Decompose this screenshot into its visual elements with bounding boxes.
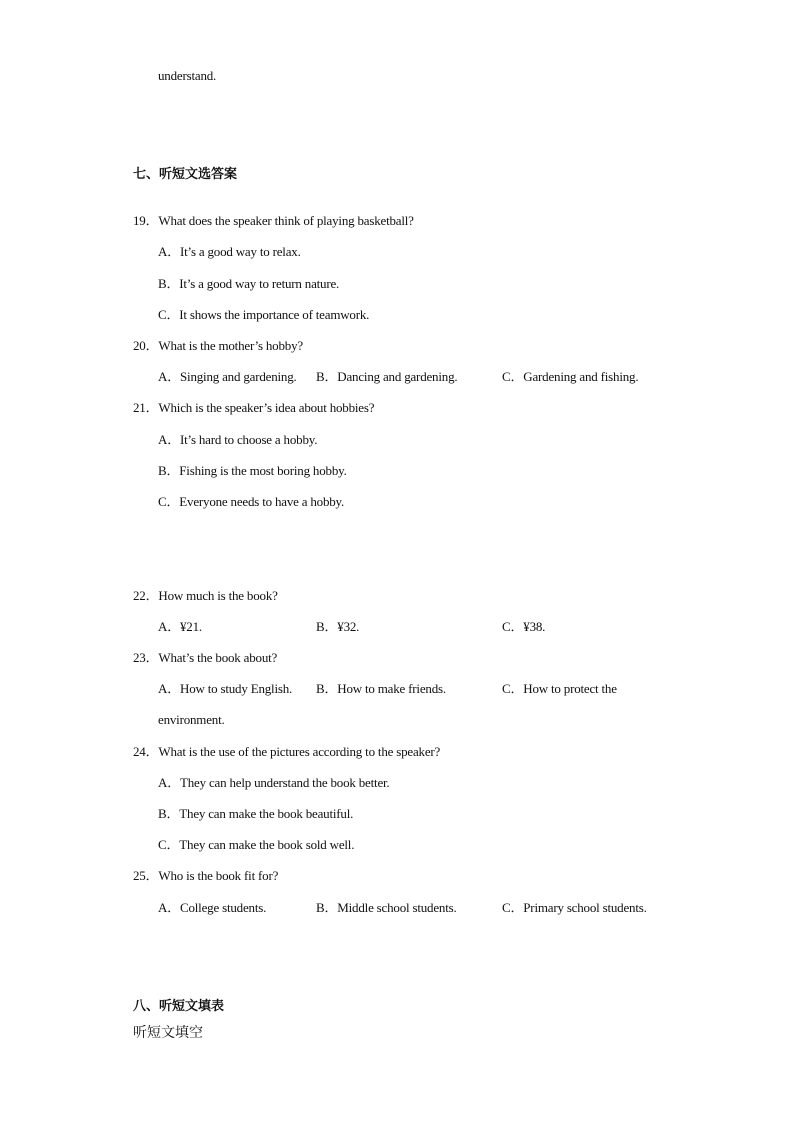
q21-option-a[interactable]: [158, 432, 317, 448]
q22-option-a[interactable]: [158, 619, 202, 635]
question-number: 20．: [133, 338, 159, 353]
option-text: It’s a good way to relax.: [180, 244, 301, 259]
option-text: Gardening and fishing.: [523, 369, 639, 384]
question-number: 22．: [133, 588, 159, 603]
option-text: It’s a good way to return nature.: [179, 276, 340, 291]
option-letter: C．: [158, 307, 180, 322]
q20-option-c[interactable]: [502, 369, 638, 385]
q20-option-a[interactable]: [158, 369, 297, 385]
question-number: 21．: [133, 400, 159, 415]
q19-option-a[interactable]: [158, 244, 301, 260]
option-letter: C．: [502, 619, 524, 634]
q23-option-b[interactable]: [316, 681, 446, 697]
question-22: [133, 588, 278, 604]
q20-option-b[interactable]: [316, 369, 457, 385]
option-text: Primary school students.: [523, 900, 647, 915]
question-24: [133, 744, 440, 760]
option-letter: A．: [158, 900, 180, 915]
option-letter: B．: [316, 900, 338, 915]
option-text: How to protect the: [523, 681, 617, 696]
option-letter: C．: [502, 900, 524, 915]
q23-option-c-continuation: environment.: [158, 712, 225, 727]
option-text: ¥21.: [180, 619, 202, 634]
question-number: 25．: [133, 868, 159, 883]
option-letter: A．: [158, 369, 180, 384]
previous-text-tail: understand.: [158, 68, 217, 83]
option-letter: B．: [158, 276, 180, 291]
option-text: They can make the book beautiful.: [179, 806, 354, 821]
option-letter: B．: [158, 806, 180, 821]
section-7-title: 七、听短文选答案: [133, 167, 238, 182]
option-text: Middle school students.: [337, 900, 457, 915]
q22-option-b[interactable]: [316, 619, 359, 635]
option-text: It shows the importance of teamwork.: [179, 307, 370, 322]
option-letter: B．: [158, 463, 180, 478]
option-letter: B．: [316, 369, 338, 384]
option-text: Singing and gardening.: [180, 369, 297, 384]
question-text: What’s the book about?: [158, 650, 278, 665]
question-number: 23．: [133, 650, 159, 665]
option-letter: A．: [158, 775, 180, 790]
option-letter: A．: [158, 619, 180, 634]
option-text: Fishing is the most boring hobby.: [179, 463, 347, 478]
option-letter: C．: [502, 681, 524, 696]
option-letter: A．: [158, 432, 180, 447]
question-21: [133, 400, 374, 416]
option-text: How to study English.: [180, 681, 293, 696]
option-text: How to make friends.: [337, 681, 446, 696]
q24-option-a[interactable]: [158, 775, 389, 791]
question-number: 19．: [133, 213, 159, 228]
option-text: ¥38.: [523, 619, 546, 634]
q25-option-c[interactable]: [502, 900, 647, 916]
question-text: Which is the speaker’s idea about hobbies?: [158, 400, 375, 415]
q22-option-c[interactable]: [502, 619, 545, 635]
q25-option-b[interactable]: [316, 900, 457, 916]
question-23: [133, 650, 277, 666]
q21-option-c[interactable]: [158, 494, 344, 510]
question-20: [133, 338, 303, 354]
question-text: What is the use of the pictures according to the speaker?: [158, 744, 441, 759]
option-text: Dancing and gardening.: [337, 369, 458, 384]
option-letter: C．: [158, 494, 180, 509]
option-text: College students.: [180, 900, 267, 915]
section-8-subtitle: 听短文填空: [133, 1025, 203, 1041]
option-letter: A．: [158, 681, 180, 696]
question-number: 24．: [133, 744, 159, 759]
option-letter: C．: [158, 837, 180, 852]
q24-option-b[interactable]: [158, 806, 353, 822]
option-letter: B．: [316, 619, 338, 634]
option-text: They can help understand the book better.: [180, 775, 390, 790]
q23-option-a[interactable]: [158, 681, 292, 697]
option-letter: C．: [502, 369, 524, 384]
q25-option-a[interactable]: [158, 900, 266, 916]
option-letter: A．: [158, 244, 180, 259]
question-text: Who is the book fit for?: [158, 868, 279, 883]
question-25: [133, 868, 278, 884]
option-text: ¥32.: [337, 619, 360, 634]
q23-option-c[interactable]: [502, 681, 617, 697]
q19-option-c[interactable]: [158, 307, 369, 323]
option-text: Everyone needs to have a hobby.: [179, 494, 345, 509]
section-8-title: 八、听短文填表: [133, 999, 225, 1014]
question-19: [133, 213, 414, 229]
question-text: How much is the book?: [158, 588, 278, 603]
option-text: They can make the book sold well.: [179, 837, 355, 852]
q24-option-c[interactable]: [158, 837, 354, 853]
question-text: What is the mother’s hobby?: [158, 338, 303, 353]
q19-option-b[interactable]: [158, 276, 339, 292]
option-letter: B．: [316, 681, 338, 696]
question-text: What does the speaker think of playing basketball?: [158, 213, 414, 228]
q21-option-b[interactable]: [158, 463, 347, 479]
option-text: It’s hard to choose a hobby.: [180, 432, 318, 447]
